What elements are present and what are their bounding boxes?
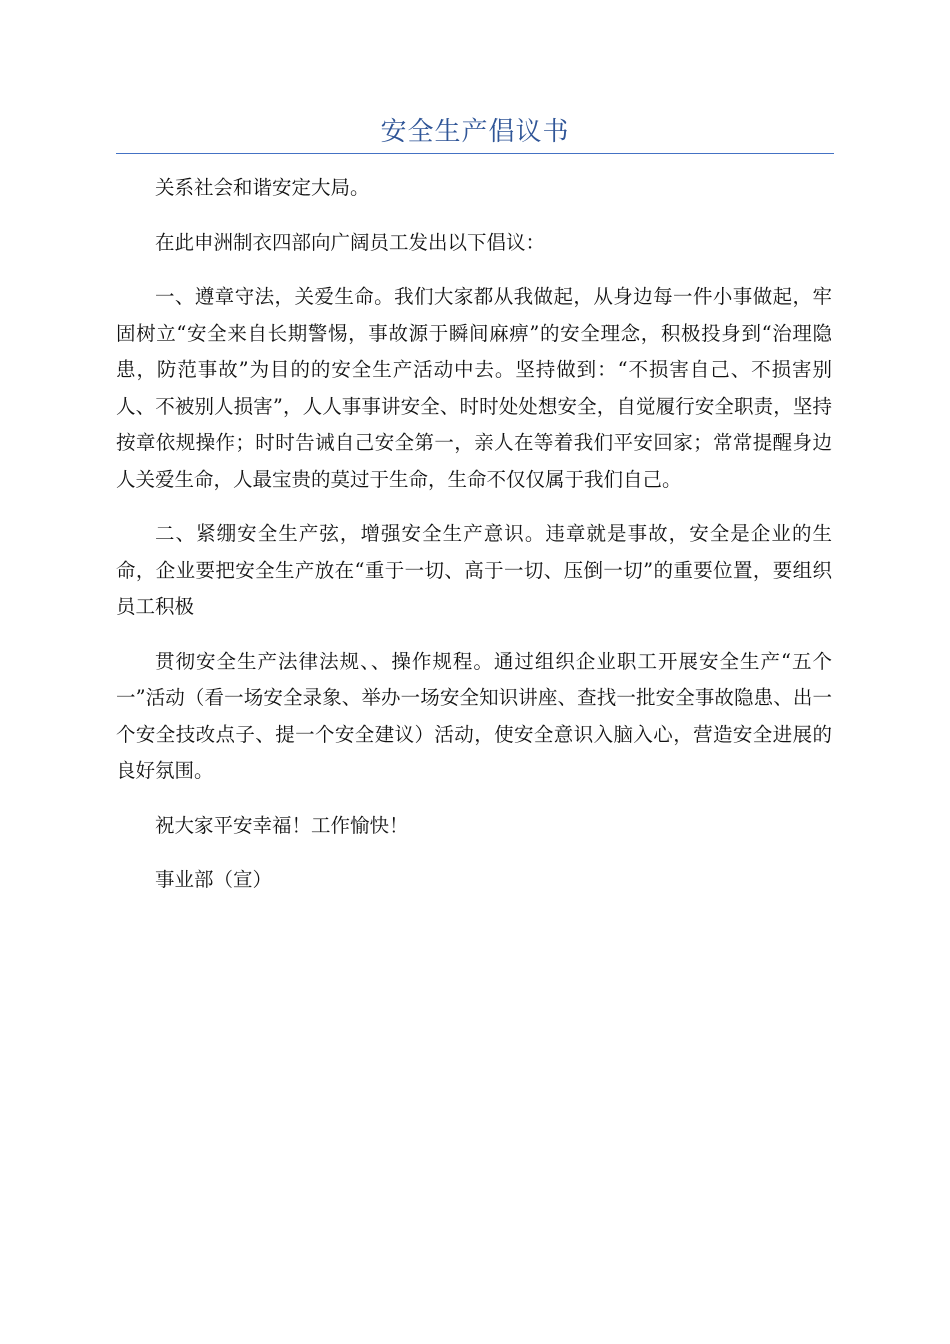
title-underline bbox=[116, 153, 834, 154]
paragraph-intro: 关系社会和谐安定大局。 bbox=[155, 176, 370, 199]
document-body bbox=[116, 170, 832, 917]
paragraph-proposal-1: 一、遵章守法，关爱生命。我们大家都从我做起，从身边每一件小事做起，牢固树立“安全来自长期警惕，事故源于瞬间麻痹”的安全理念，积极投身到“治理隐患，防范事故”为目的的安全生产活动中去。坚持做到：“不损害自己、不损害别人、不被别人损害”，人人事事讲安全、时时处处想安全，自觉履行安全职责，坚持按章依规操作；时时告诫自己安全第一，亲人在等着我们平安回家；常常提醒身边人关爱生命，人最宝贵的莫过于生命，生命不仅仅属于我们自己。 bbox=[116, 285, 832, 491]
paragraph-proposal-2: 二、紧绷安全生产弦，增强安全生产意识。违章就是事故，安全是企业的生命，企业要把安全生产放在“重于一切、高于一切、压倒一切”的重要位置，要组织员工积极 bbox=[116, 522, 832, 618]
paragraph-signature: 事业部（宣） bbox=[155, 868, 273, 891]
paragraph-address: 在此申洲制衣四部向广阔员工发出以下倡议： bbox=[155, 230, 546, 254]
paragraph-closing-wish: 祝大家平安幸福！工作愉快！ bbox=[155, 813, 409, 837]
paragraph-proposal-2-continued: 贯彻安全生产法律法规、、操作规程。通过组织企业职工开展安全生产“五个一”活动（看一场安全录象、举办一场安全知识讲座、查找一批安全事故隐患、出一个安全技改点子、提一个安全建议）活动，使安全意识入脑入心，营造安全进展的良好氛围。 bbox=[116, 649, 832, 782]
document-title: 安全生产倡议书 bbox=[380, 117, 570, 147]
